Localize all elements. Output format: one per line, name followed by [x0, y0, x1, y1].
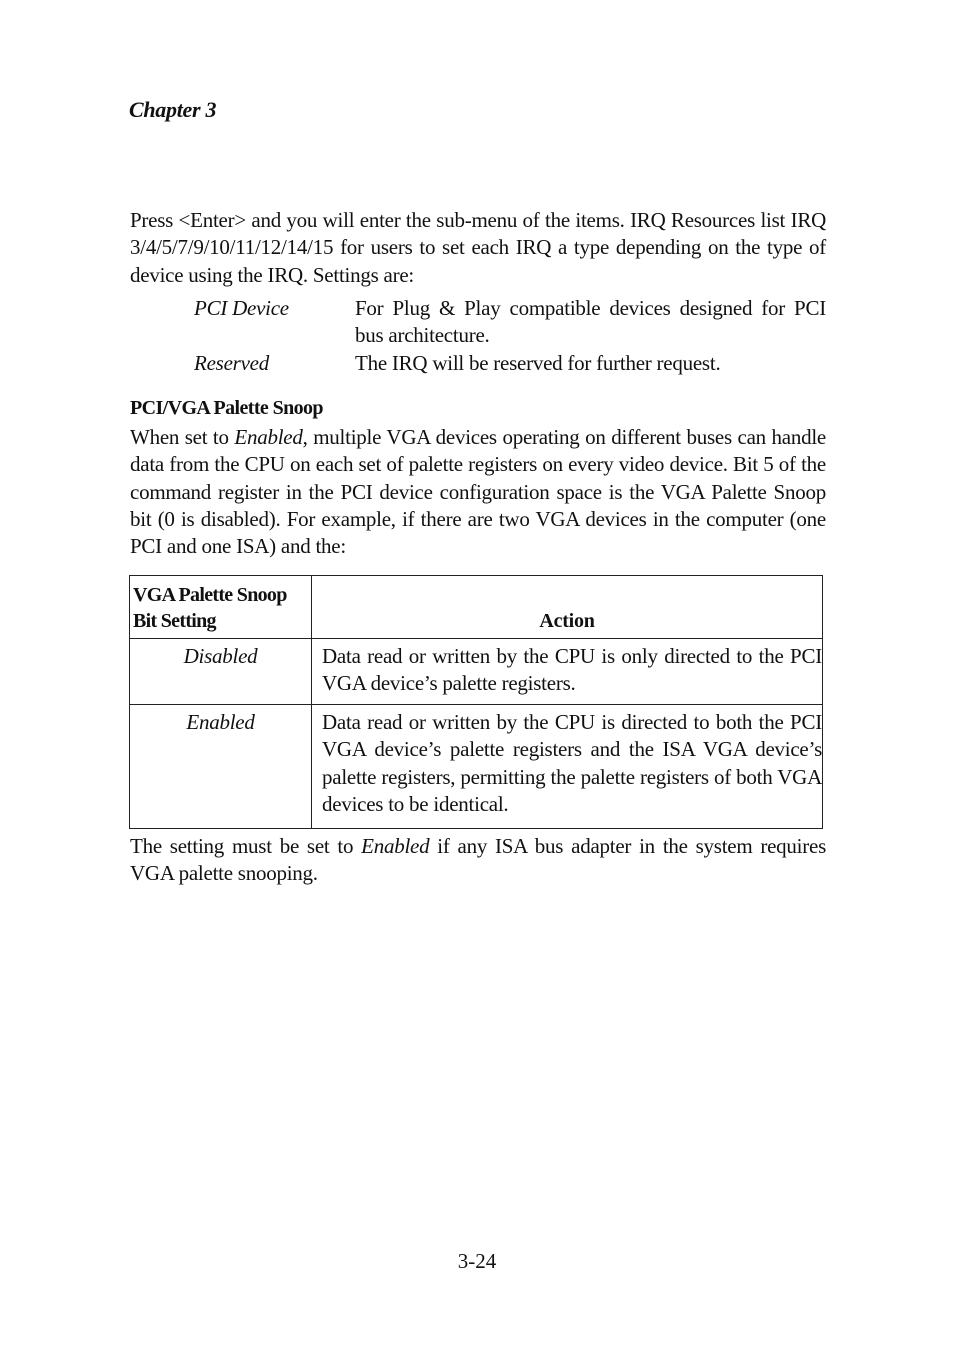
setting-row-reserved: [130, 350, 826, 377]
section-text-before: When set to: [130, 425, 235, 449]
table-header-setting-line2: Bit Setting: [133, 610, 216, 632]
section-text-after: , multiple VGA devices operating on different buses can handle data from the CPU on each set of palette registers on every video device. Bit 5 of the command register in the PCI device configuration space is the VGA Palette Snoop bit (0 is disabled). For example, if there are two VGA devices in the computer (one PCI and one ISA) and the:: [130, 425, 826, 559]
section-text-emphasis: Enabled: [234, 425, 303, 449]
table-cell-action: Data read or written by the CPU is directed to both the PCI VGA device’s palette registers and the ISA VGA device’s palette registers, permitting the palette registers of both VGA devices to be identical.: [322, 710, 822, 816]
setting-row-pci-device: [130, 295, 826, 350]
table-header-row: [130, 576, 822, 638]
section-paragraph: [130, 424, 826, 560]
table-header-setting: [130, 576, 312, 638]
table-header-action: Action: [539, 610, 595, 632]
table-row: [130, 638, 822, 704]
setting-description: The IRQ will be reserved for further request.: [355, 350, 721, 375]
table-row: [130, 704, 822, 828]
palette-snoop-table: [129, 575, 823, 829]
intro-paragraph: Press <Enter> and you will enter the sub-menu of the items. IRQ Resources list IRQ 3/4/5/7/9/10/11/12/14/15 for users to set each IRQ a type depending on the type of device using the IRQ. Settings are:: [130, 208, 826, 287]
settings-list: [130, 295, 826, 377]
table-cell-setting: Enabled: [130, 705, 312, 828]
section-heading: PCI/VGA Palette Snoop: [130, 397, 323, 419]
closing-text-before: The setting must be set to: [130, 834, 362, 858]
closing-paragraph: [130, 833, 826, 888]
chapter-header: Chapter 3: [129, 97, 217, 122]
closing-text-emphasis: Enabled: [361, 834, 430, 858]
table-cell-action: Data read or written by the CPU is only directed to the PCI VGA device’s palette registers.: [322, 644, 822, 696]
closing-text-after: if any ISA bus adapter in the system requires VGA palette snooping.: [130, 834, 826, 886]
page-number: 3-24: [457, 1249, 497, 1273]
table-cell-setting: Disabled: [130, 639, 312, 704]
setting-term: PCI Device: [194, 296, 289, 320]
setting-term: Reserved: [194, 350, 269, 375]
setting-description: For Plug & Play compatible devices designed for PCI bus architecture.: [355, 296, 826, 348]
table-header-setting-line1: VGA Palette Snoop: [133, 584, 287, 606]
